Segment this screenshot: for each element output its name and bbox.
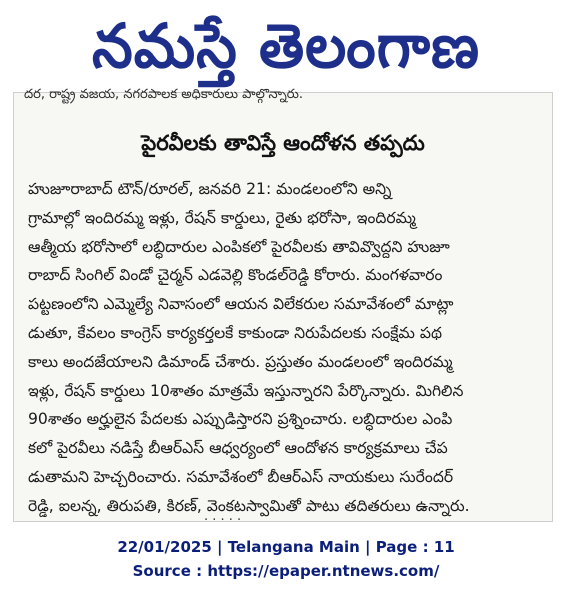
body-line: పట్టణంలోని ఎమ్మెల్యే నివాసంలో ఆయన విలేకరుల సమావేశంలో మాట్లా [28, 295, 454, 314]
body-line: డుతూ, కేవలం కాంగ్రెస్ కార్యకర్తలకే కాకుండా నిరుపేదలకు సంక్షేమ పథ [28, 323, 442, 342]
body-line: కాలు అందజేయాలని డిమాండ్ చేశారు. ప్రస్తుతం మండలంలో ఇందిరమ్మ [28, 352, 453, 371]
body-line: డుతామని హెచ్చరించారు. సమావేశంలో బీఆర్‌ఎస్ నాయకులు సురేందర్ [28, 467, 454, 486]
body-line: ఇళ్లు, రేషన్ కార్డులు 10శాతం మాత్రమే ఇస్తున్నారని పేర్కొన్నారు. మిగిలిన [28, 381, 464, 400]
article-body [28, 175, 538, 521]
body-line: 90శాతం అర్హులైన పేదలకు ఎప్పుడిస్తారని ప్రశ్నించారు. లబ్ధిదారుల ఎంపి [28, 410, 453, 429]
body-line: రెడ్డి, ఐలన్న, తిరుపతి, కిరణ్, వెంకటస్వామితో పాటు తదితరులు ఉన్నారు. [28, 496, 470, 515]
next-article-cut-text: · · · · · [204, 513, 242, 528]
body-line: రాబాద్ సింగిల్ విండో చైర్మన్ ఎడవెల్లి కొండల్‌రెడ్డి కోరారు. మంగళవారం [28, 266, 443, 285]
news-clipping [13, 87, 553, 528]
previous-article-cut-text: దర, రాష్ట్ర వజయ, నగరపాలక అధికారులు పాల్గొన్నారు. [24, 87, 304, 102]
publication-info: 22/01/2025 | Telangana Main | Page : 11 [117, 538, 455, 556]
body-line: గ్రామాల్లో ఇందిరమ్మ ఇళ్లు, రేషన్ కార్డులు, రైతు భరోసా, ఇందిరమ్మ [28, 208, 416, 227]
masthead [0, 0, 572, 92]
source-link[interactable]: Source : https://epaper.ntnews.com/ [132, 562, 440, 580]
body-line: ఆత్మీయ భరోసాలో లబ్ధిదారుల ఎంపికలో పైరవీలకు తావివ్వొద్దని హుజూ [28, 237, 450, 256]
newspaper-logo: నమస్తే తెలంగాణ [92, 10, 480, 82]
article-headline: పైరవీలకు తావిస్తే ఆందోళన తప్పదు [141, 131, 425, 155]
body-line: కలో పైరవీలు నడిస్తే బీఆర్‌ఎస్ ఆధ్వర్యంలో ఆందోళన కార్యక్రమాలు చేప [28, 439, 448, 458]
body-line: హుజూరాబాద్ టౌన్/రూరల్, జనవరి 21: మండలంలోని అన్ని [28, 180, 392, 198]
